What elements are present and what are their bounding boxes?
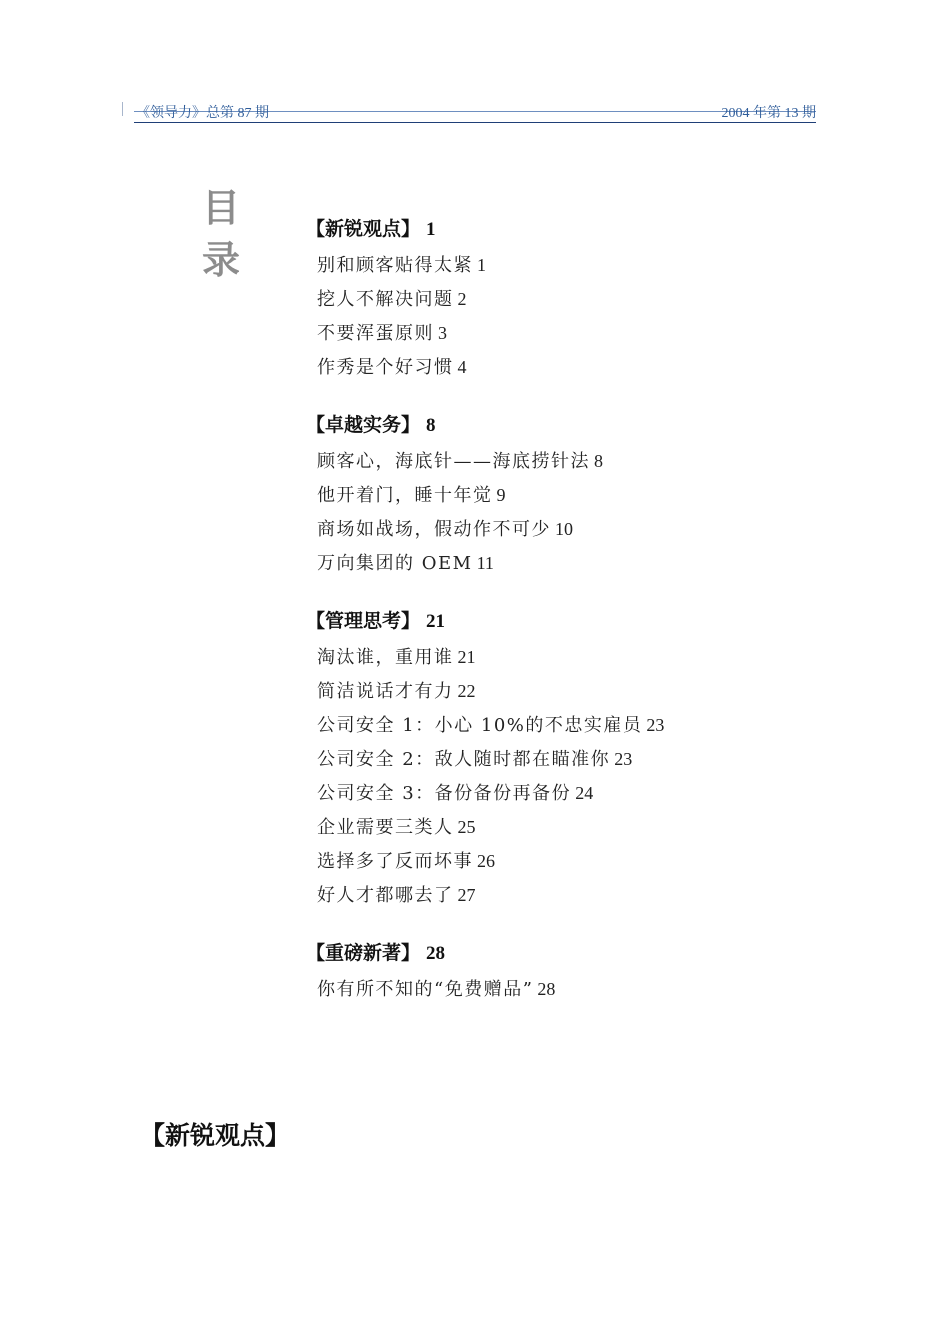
toc-entry-page: 24 xyxy=(575,783,594,803)
toc-entry-title: 好人才都哪去了 xyxy=(317,885,454,906)
header-margin-mark xyxy=(122,102,123,116)
toc-entry-title: 挖人不解决问题 xyxy=(317,289,454,310)
toc-section-heading[interactable] xyxy=(306,604,866,638)
toc-title-char: 录 xyxy=(201,238,240,282)
toc-entry[interactable] xyxy=(306,546,866,580)
toc-entry-page: 27 xyxy=(457,885,476,905)
toc-entry-title: 简洁说话才有力 xyxy=(317,681,454,702)
toc-section xyxy=(306,604,866,912)
toc-section xyxy=(306,936,866,1006)
toc-entry-page: 25 xyxy=(457,817,476,837)
toc-section-title: 【管理思考】 xyxy=(306,610,421,632)
toc-section-page: 1 xyxy=(426,219,436,240)
toc-section-page: 28 xyxy=(426,943,446,964)
toc-entry-title: 企业需要三类人 xyxy=(317,817,454,838)
toc-entry-title: 商场如战场，假动作不可少 xyxy=(317,519,551,540)
toc-entry-page: 2 xyxy=(457,289,467,309)
toc-entry[interactable] xyxy=(306,972,866,1006)
toc-section-title: 【卓越实务】 xyxy=(306,414,421,436)
toc-entry[interactable] xyxy=(306,776,866,810)
toc-entry-page: 8 xyxy=(594,451,603,471)
page-header xyxy=(134,100,816,123)
toc-entry-title: 选择多了反而坏事 xyxy=(317,851,473,872)
toc-section-heading[interactable] xyxy=(306,936,866,970)
toc-entry-title: 他开着门，睡十年觉 xyxy=(317,485,493,506)
toc-section-heading[interactable] xyxy=(306,212,866,246)
toc-entry-page: 9 xyxy=(496,485,506,505)
table-of-contents xyxy=(306,212,866,1030)
toc-entry-page: 23 xyxy=(646,715,665,735)
toc-section-title: 【重磅新著】 xyxy=(306,942,421,964)
toc-entry-title: 不要浑蛋原则 xyxy=(317,323,434,344)
toc-section-page: 21 xyxy=(426,611,446,632)
toc-entry[interactable] xyxy=(306,282,866,316)
toc-entry[interactable] xyxy=(306,844,866,878)
toc-entry-title: 你有所不知的“免费赠品” xyxy=(317,979,534,1000)
toc-entry-page: 4 xyxy=(457,357,467,377)
toc-entry[interactable] xyxy=(306,810,866,844)
toc-entry[interactable] xyxy=(306,512,866,546)
toc-entry[interactable] xyxy=(306,478,866,512)
toc-entry[interactable] xyxy=(306,708,866,742)
toc-entry[interactable] xyxy=(306,878,866,912)
toc-entry[interactable] xyxy=(306,640,866,674)
toc-entry-title: 淘汰谁，重用谁 xyxy=(317,647,454,668)
toc-entry-page: 21 xyxy=(457,647,476,667)
toc-entry-page: 10 xyxy=(555,519,573,539)
toc-section xyxy=(306,408,866,580)
toc-entry-page: 11 xyxy=(476,553,494,573)
toc-entry-title: 作秀是个好习惯 xyxy=(317,357,454,378)
toc-entry-page: 23 xyxy=(614,749,633,769)
toc-entry[interactable] xyxy=(306,350,866,384)
toc-section xyxy=(306,212,866,384)
toc-entry[interactable] xyxy=(306,674,866,708)
toc-entry-title: 公司安全 3：备份备份再备份 xyxy=(317,783,572,804)
toc-title-char: 目 xyxy=(201,186,240,230)
toc-entry-title: 万向集团的 OEM xyxy=(317,553,473,574)
toc-entry[interactable] xyxy=(306,316,866,350)
toc-section-title: 【新锐观点】 xyxy=(306,218,421,240)
toc-section-heading[interactable] xyxy=(306,408,866,442)
toc-entry-page: 28 xyxy=(537,979,556,999)
toc-entry[interactable] xyxy=(306,742,866,776)
toc-entry-title: 公司安全 2：敌人随时都在瞄准你 xyxy=(317,749,611,770)
toc-section-page: 8 xyxy=(426,415,436,436)
toc-entry-title: 顾客心，海底针——海底捞针法 xyxy=(317,451,590,472)
toc-entry-page: 1 xyxy=(477,255,486,275)
toc-entry-page: 22 xyxy=(457,681,476,701)
toc-entry[interactable] xyxy=(306,444,866,478)
header-issue-right: 2004 年第 13 期 xyxy=(721,106,816,121)
toc-entry-page: 26 xyxy=(477,851,495,871)
toc-entry-title: 公司安全 1：小心 10%的不忠实雇员 xyxy=(317,715,643,736)
header-issue-left: 《领导力》总第 87 期 xyxy=(136,106,269,121)
section-heading: 【新锐观点】 xyxy=(140,1121,291,1150)
toc-title xyxy=(196,182,246,286)
toc-entry-title: 别和顾客贴得太紧 xyxy=(317,255,473,276)
toc-entry[interactable] xyxy=(306,248,866,282)
toc-entry-page: 3 xyxy=(438,323,447,343)
